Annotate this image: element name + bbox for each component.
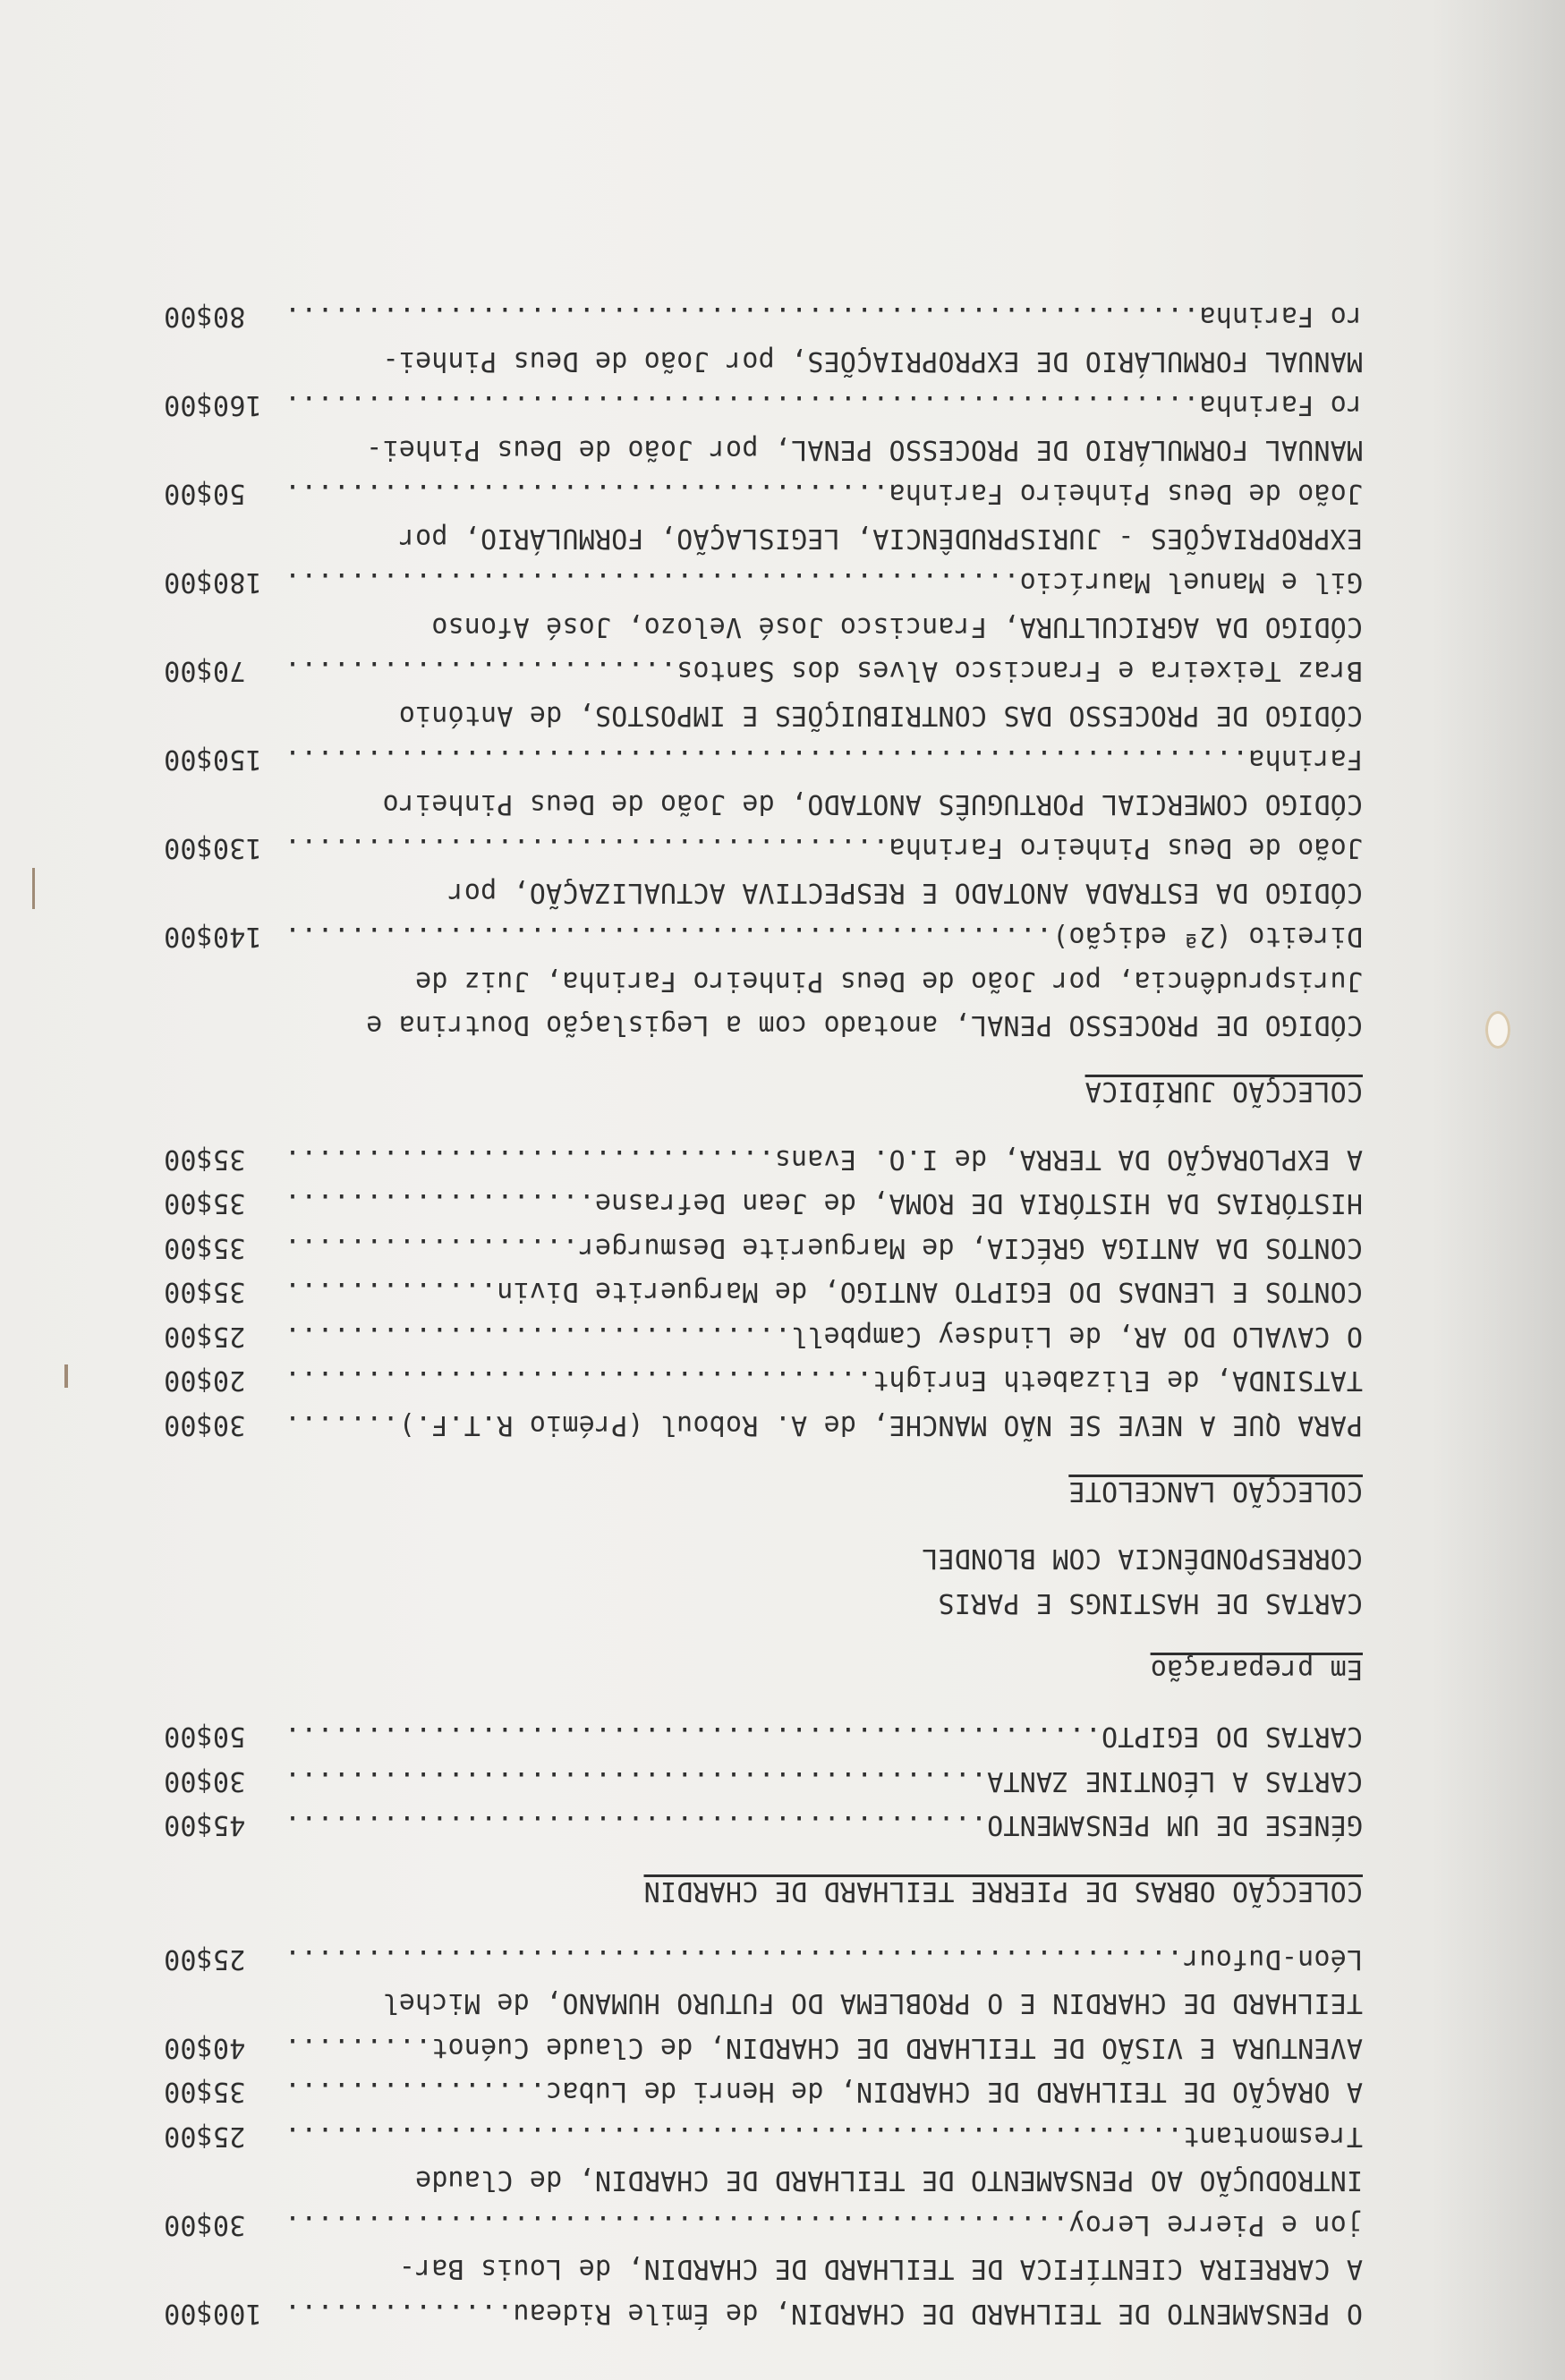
book-price: 25$00 (164, 2121, 246, 2152)
book-price: 180$00 (164, 566, 262, 599)
book-price: 30$00 (164, 1765, 246, 1797)
book-price: 150$00 (164, 744, 262, 776)
book-price: 70$00 (164, 655, 246, 687)
book-price: 25$00 (164, 1321, 246, 1352)
catalogue-section (164, 1714, 1363, 1914)
book-entry (164, 1314, 1363, 1359)
book-text-line: CONTOS E LENDAS DO EGIPTO ANTIGO, de Marguerite Divin ..... (280, 1270, 1363, 1314)
book-text-line: Gil e Manuel Maurício ..... (280, 560, 1363, 605)
book-text-line: Braz Teixeira e Francisco Alves dos Santos ..... (280, 649, 1363, 693)
book-text-line: Direito (2ª edição) ..... (280, 914, 1363, 959)
book-description (280, 914, 1363, 1048)
book-price: 25$00 (164, 1943, 246, 1975)
catalogue-section (164, 1937, 1363, 2336)
book-text-line: O CAVALO DO AR, de Lindsey Campbell ..... (280, 1314, 1363, 1359)
book-price: 30$00 (164, 1409, 246, 1441)
book-description (280, 1714, 1363, 1759)
book-entry (164, 649, 1363, 737)
book-text-line: CÓDIGO COMERCIAL PORTUGUÊS ANOTADO, de João de Deus Pinheiro (382, 788, 1363, 820)
book-price: 35$00 (164, 1143, 246, 1175)
book-text-line: MANUAL FORMULÁRIO DE EXPROPRIAÇÕES, por João de Deus Pinhei- (382, 345, 1363, 377)
book-entry (164, 826, 1363, 914)
book-description (280, 1759, 1363, 1804)
book-text-line: CÓDIGO DA AGRICULTURA, Francisco José Velozo, José Afonso (431, 611, 1363, 642)
forthcoming-title: CORRESPONDÊNCIA COM BLONDEL (921, 1543, 1363, 1575)
book-price: 35$00 (164, 1187, 246, 1220)
book-entry (164, 294, 1363, 383)
book-description (280, 472, 1363, 560)
book-description (280, 1226, 1363, 1271)
book-text-line: GÉNESE DE UM PENSAMENTO ..... (280, 1803, 1363, 1848)
book-entry (164, 1181, 1363, 1226)
book-entry (164, 1226, 1363, 1271)
book-price: 30$00 (164, 2209, 246, 2240)
book-text-line: O PENSAMENTO DE TEILHARD DE CHARDIN, de Émile Rideau ..... (280, 2291, 1363, 2336)
book-description (280, 1358, 1363, 1403)
book-description (280, 2026, 1363, 2070)
book-description (280, 1181, 1363, 1226)
book-description (280, 2114, 1363, 2203)
book-description (280, 826, 1363, 914)
book-text-line: HISTÓRIAS DA HISTÓRIA DE ROMA, de Jean Defrasne ..... (280, 1181, 1363, 1226)
book-text-line: ro Farinha ..... (280, 383, 1363, 428)
book-entry (164, 1937, 1363, 2026)
book-text-line: Farinha ..... (280, 737, 1363, 782)
forthcoming-title: CARTAS DE HASTINGS E PARIS (938, 1587, 1363, 1619)
book-description (280, 2291, 1363, 2336)
catalogue-page (164, 271, 1363, 2335)
book-entry (164, 1803, 1363, 1848)
book-price: 20$00 (164, 1364, 246, 1397)
book-text-line: CÓDIGO DE PROCESSO PENAL, anotado com a Legislação Doutrina e (366, 1009, 1363, 1041)
book-entry (164, 1714, 1363, 1759)
book-description (280, 1314, 1363, 1359)
book-price: 50$00 (164, 478, 246, 510)
book-description (280, 383, 1363, 472)
book-text-line: CARTAS DO EGIPTO ..... (280, 1714, 1363, 1759)
book-text-line: PARA QUE A NEVE SE NÃO MANCHE, de A. Roboul (Prémio R.T.F.). ..... (280, 1403, 1363, 1448)
book-text-line: INTRODUÇÃO AO PENSAMENTO DE TEILHARD DE CHARDIN, de Claude (414, 2164, 1363, 2197)
book-price: 160$00 (164, 389, 262, 421)
book-text-line: MANUAL FORMULÁRIO DE PROCESSO PENAL, por João de Deus Pinhei- (366, 434, 1363, 465)
book-entry (164, 2026, 1363, 2070)
book-text-line: A CARREIRA CIENTÍFICA DE TEILHARD DE CHARDIN, de Louis Bar- (398, 2253, 1363, 2285)
book-text-line: CARTAS A LÉONTINE ZANTA ..... (280, 1759, 1363, 1804)
book-description (280, 1937, 1363, 2026)
book-entry (164, 1137, 1363, 1182)
book-entry (164, 472, 1363, 560)
book-entry (164, 914, 1363, 1048)
section-heading: COLECÇÃO JURÍDICA (1084, 1075, 1363, 1108)
book-text-line: João de Deus Pinheiro Farinha ..... (280, 472, 1363, 516)
book-description (280, 2203, 1363, 2291)
book-price: 80$00 (164, 301, 246, 333)
book-text-line: CONTOS DA ANTIGA GRÉCIA, de Marguerite Desmurger ..... (280, 1226, 1363, 1271)
catalogue-section (164, 1137, 1363, 1514)
book-price: 35$00 (164, 2076, 246, 2108)
book-price: 45$00 (164, 1809, 246, 1841)
book-text-line: AVENTURA E VISÃO DE TEILHARD DE CHARDIN, de Claude Cuénot ..... (280, 2026, 1363, 2070)
book-text-line: Léon-Dufour ..... (280, 1937, 1363, 1982)
book-description (280, 2070, 1363, 2114)
section-heading: COLECÇÃO LANCELOTE (1068, 1475, 1363, 1507)
book-text-line: jon e Pierre Leroy ..... (280, 2203, 1363, 2248)
book-description (280, 1137, 1363, 1182)
book-price: 40$00 (164, 2032, 246, 2063)
book-price: 35$00 (164, 1276, 246, 1308)
book-entry (164, 1358, 1363, 1403)
book-entry (164, 1759, 1363, 1804)
book-text-line: CÓDIGO DA ESTRADA ANOTADO E RESPECTIVA ACTUALIZAÇÃO, por (447, 877, 1363, 908)
book-price: 50$00 (164, 1721, 246, 1753)
book-entry (164, 2291, 1363, 2336)
book-description (280, 1803, 1363, 1848)
book-description (280, 560, 1363, 649)
book-entry (164, 2203, 1363, 2291)
book-text-line: CÓDIGO DE PROCESSO DAS CONTRIBUIÇÕES E IMPOSTOS, de António (398, 700, 1363, 731)
book-text-line: A ORAÇÃO DE TEILHARD DE CHARDIN, de Henri de Lubac ..... (280, 2070, 1363, 2114)
book-text-line: João de Deus Pinheiro Farinha ..... (280, 826, 1363, 871)
book-description (280, 1270, 1363, 1314)
book-price: 100$00 (164, 2298, 262, 2329)
book-text-line: Tresmontant ..... (280, 2114, 1363, 2159)
catalogue-section (164, 294, 1363, 1114)
book-entry (164, 560, 1363, 649)
book-text-line: ro Farinha ..... (280, 294, 1363, 339)
book-entry (164, 383, 1363, 472)
book-text-line: TEILHARD DE CHARDIN E O PROBLEMA DO FUTURO HUMANO, de Michel (382, 1987, 1363, 2019)
book-entry (164, 1403, 1363, 1448)
book-price: 140$00 (164, 921, 262, 953)
section-heading: COLECÇÃO OBRAS DE PIERRE TEILHARD DE CHARDIN (643, 1875, 1363, 1908)
book-entry (164, 2070, 1363, 2114)
book-description (280, 294, 1363, 383)
book-entry (164, 2114, 1363, 2203)
book-entry (164, 1270, 1363, 1314)
section-heading: Em preparação (1150, 1653, 1363, 1685)
book-text-line: TATSINDA, de Elizabeth Enright ..... (280, 1358, 1363, 1403)
book-entry (164, 737, 1363, 826)
book-description (280, 1403, 1363, 1448)
book-text-line: Jurisprudência, por João de Deus Pinheiro Farinha, Juiz de (414, 965, 1363, 997)
book-description (280, 649, 1363, 737)
book-price: 130$00 (164, 832, 262, 864)
catalogue-section (164, 1536, 1363, 1691)
book-price: 35$00 (164, 1232, 246, 1263)
book-text-line: A EXPLORAÇÃO DA TERRA, de I.O. Evans ..... (280, 1137, 1363, 1182)
book-text-line: EXPROPRIAÇÕES - JURISPRUDÊNCIA, LEGISLAÇÃO, FORMULÁRIO, por (398, 523, 1363, 554)
book-description (280, 737, 1363, 826)
